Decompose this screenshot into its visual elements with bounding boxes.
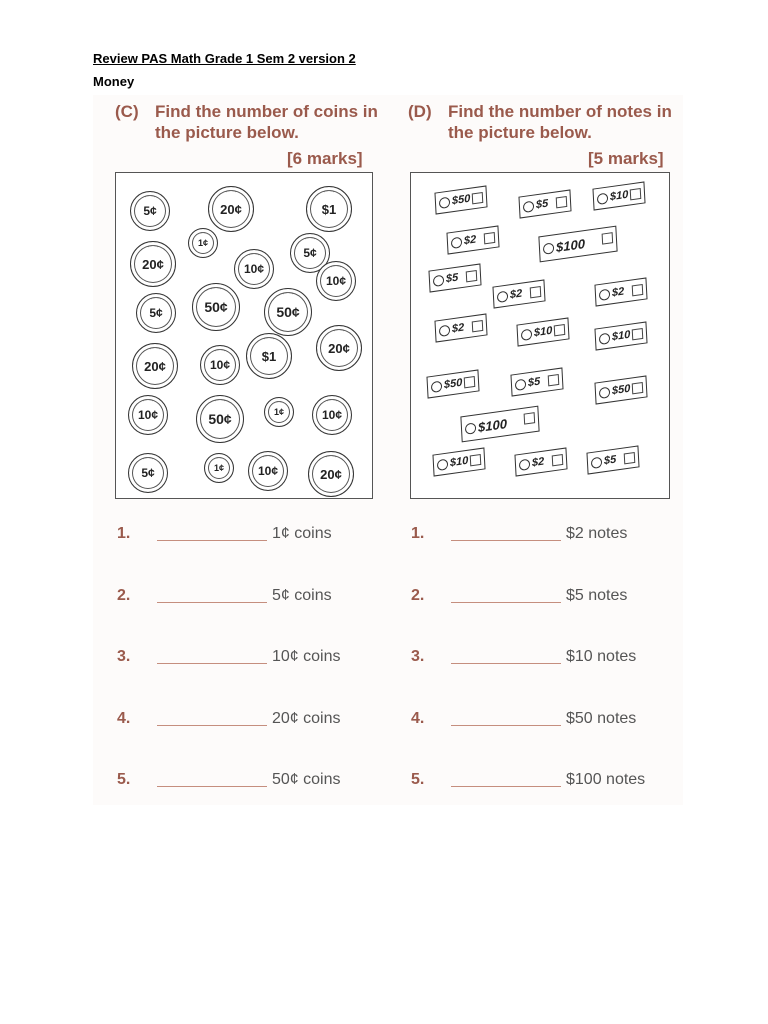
note-corner-icon: [524, 412, 536, 424]
note-seal-icon: [451, 236, 463, 248]
banknote: [460, 406, 539, 443]
question-row: [117, 648, 377, 672]
question-row: [117, 771, 377, 795]
answer-blank[interactable]: [451, 786, 561, 787]
note-corner-icon: [554, 324, 566, 336]
question-number: 3.: [117, 648, 131, 665]
coin: 10¢: [128, 395, 168, 435]
note-seal-icon: [523, 200, 535, 212]
question-label: $50 notes: [566, 709, 637, 727]
section-c-instruction: Find the number of coins in the picture below.: [155, 102, 378, 142]
coin: 5¢: [290, 233, 330, 273]
question-row: [411, 771, 671, 795]
question-label: 50¢ coins: [272, 771, 341, 788]
banknote: [586, 445, 639, 474]
coin: 5¢: [130, 191, 170, 231]
banknote: [518, 189, 571, 218]
coin: 20¢: [208, 186, 254, 232]
note-corner-icon: [548, 374, 560, 386]
banknote: [492, 279, 545, 308]
question-row: [117, 710, 377, 734]
coin: $1: [306, 186, 352, 232]
coin: 1¢: [204, 453, 234, 483]
coin: 10¢: [248, 451, 288, 491]
answer-blank[interactable]: [157, 786, 267, 787]
section-c-header: [115, 101, 385, 171]
note-seal-icon: [599, 288, 611, 300]
note-seal-icon: [599, 386, 611, 398]
note-seal-icon: [439, 196, 451, 208]
banknote: [426, 369, 479, 398]
note-seal-icon: [597, 192, 609, 204]
banknote: [538, 226, 617, 263]
note-corner-icon: [484, 232, 496, 244]
note-corner-icon: [624, 452, 636, 464]
coin: 5¢: [136, 293, 176, 333]
note-label: $10: [609, 188, 629, 204]
coin: 10¢: [312, 395, 352, 435]
answer-blank[interactable]: [157, 602, 267, 603]
banknote: [434, 313, 487, 342]
banknote: [510, 367, 563, 396]
question-label: $2 notes: [566, 525, 628, 542]
note-corner-icon: [530, 286, 542, 298]
banknote: [516, 317, 569, 346]
coin: 10¢: [234, 249, 274, 289]
coin: 5¢: [128, 453, 168, 493]
coins-picture: [115, 172, 373, 499]
coin: 20¢: [130, 241, 176, 287]
question-row: [411, 710, 671, 734]
answer-blank[interactable]: [157, 725, 267, 726]
note-label: $2: [531, 455, 545, 470]
banknote: [446, 225, 499, 254]
question-number: 2.: [411, 586, 425, 604]
question-number: 4.: [411, 709, 425, 727]
answer-blank[interactable]: [157, 540, 267, 541]
note-label: $5: [603, 453, 617, 468]
coin: 20¢: [132, 343, 178, 389]
coin: 1¢: [188, 228, 218, 258]
note-seal-icon: [515, 378, 527, 390]
coin: 50¢: [264, 288, 312, 336]
question-number: 4.: [117, 709, 131, 727]
question-number: 1.: [117, 525, 131, 542]
note-corner-icon: [464, 376, 476, 388]
question-label: $10 notes: [566, 648, 637, 665]
section-d-marks: [5 marks]: [588, 149, 664, 168]
section-d-instruction: Find the number of notes in the picture below.: [448, 102, 672, 142]
banknote: [434, 185, 487, 214]
note-seal-icon: [433, 274, 445, 286]
answer-blank[interactable]: [451, 602, 561, 603]
note-corner-icon: [632, 382, 644, 394]
coin: 50¢: [192, 283, 240, 331]
coin: 10¢: [200, 345, 240, 385]
section-c-letter: (C): [115, 102, 139, 121]
note-label: $5: [527, 375, 541, 390]
question-number: 5.: [411, 771, 425, 788]
worksheet-scan: [93, 95, 683, 805]
note-label: $50: [451, 192, 471, 208]
note-corner-icon: [602, 232, 614, 244]
question-label: 20¢ coins: [272, 709, 341, 727]
note-seal-icon: [543, 242, 555, 254]
note-label: $10: [611, 328, 631, 344]
question-label: 1¢ coins: [272, 525, 332, 542]
banknote: [514, 447, 567, 476]
section-d-letter: (D): [408, 102, 432, 121]
section-d-header: [408, 101, 678, 171]
question-label: $5 notes: [566, 586, 628, 604]
question-row: [117, 525, 377, 549]
question-label: 5¢ coins: [272, 586, 332, 604]
note-corner-icon: [472, 192, 484, 204]
note-seal-icon: [465, 422, 477, 434]
note-corner-icon: [552, 454, 564, 466]
note-seal-icon: [599, 332, 611, 344]
note-corner-icon: [632, 284, 644, 296]
note-seal-icon: [519, 458, 531, 470]
coin: 10¢: [316, 261, 356, 301]
note-corner-icon: [472, 320, 484, 332]
note-corner-icon: [630, 188, 642, 200]
note-label: $10: [449, 454, 469, 470]
question-row: [411, 648, 671, 672]
banknote: [594, 321, 647, 350]
question-number: 1.: [411, 525, 425, 542]
note-corner-icon: [470, 454, 482, 466]
note-seal-icon: [591, 456, 603, 468]
question-number: 5.: [117, 771, 131, 788]
note-label: $2: [463, 233, 477, 248]
banknote: [594, 277, 647, 306]
note-label: $50: [611, 382, 631, 398]
section-c-marks: [6 marks]: [287, 149, 363, 168]
coin: 1¢: [264, 397, 294, 427]
note-label: $2: [509, 287, 523, 302]
note-seal-icon: [497, 290, 509, 302]
banknote: [594, 375, 647, 404]
banknote: [432, 447, 485, 476]
question-row: [411, 587, 671, 611]
question-label: 10¢ coins: [272, 648, 341, 665]
notes-picture: [410, 172, 670, 499]
note-label: $50: [443, 376, 463, 392]
note-seal-icon: [521, 328, 533, 340]
question-number: 3.: [411, 648, 425, 665]
note-label: $100: [477, 415, 508, 435]
note-label: $2: [611, 285, 625, 300]
note-label: $2: [451, 321, 465, 336]
question-row: [117, 587, 377, 611]
note-label: $100: [555, 235, 586, 255]
question-row: [411, 525, 671, 549]
coin: 20¢: [308, 451, 354, 497]
coin: 50¢: [196, 395, 244, 443]
note-seal-icon: [437, 458, 449, 470]
note-corner-icon: [466, 270, 478, 282]
note-corner-icon: [556, 196, 568, 208]
question-number: 2.: [117, 586, 131, 604]
answer-blank[interactable]: [451, 540, 561, 541]
note-corner-icon: [632, 328, 644, 340]
document-title: Review PAS Math Grade 1 Sem 2 version 2: [93, 51, 356, 66]
answer-blank[interactable]: [157, 663, 267, 664]
coin: 20¢: [316, 325, 362, 371]
note-seal-icon: [439, 324, 451, 336]
banknote: [592, 181, 645, 210]
question-label: $100 notes: [566, 771, 646, 788]
answer-blank[interactable]: [451, 725, 561, 726]
note-label: $5: [535, 197, 549, 212]
note-label: $5: [445, 271, 459, 286]
document-subtitle: Money: [93, 74, 135, 89]
note-seal-icon: [431, 380, 443, 392]
banknote: [428, 263, 481, 292]
coin: $1: [246, 333, 292, 379]
note-label: $10: [533, 324, 553, 340]
answer-blank[interactable]: [451, 663, 561, 664]
